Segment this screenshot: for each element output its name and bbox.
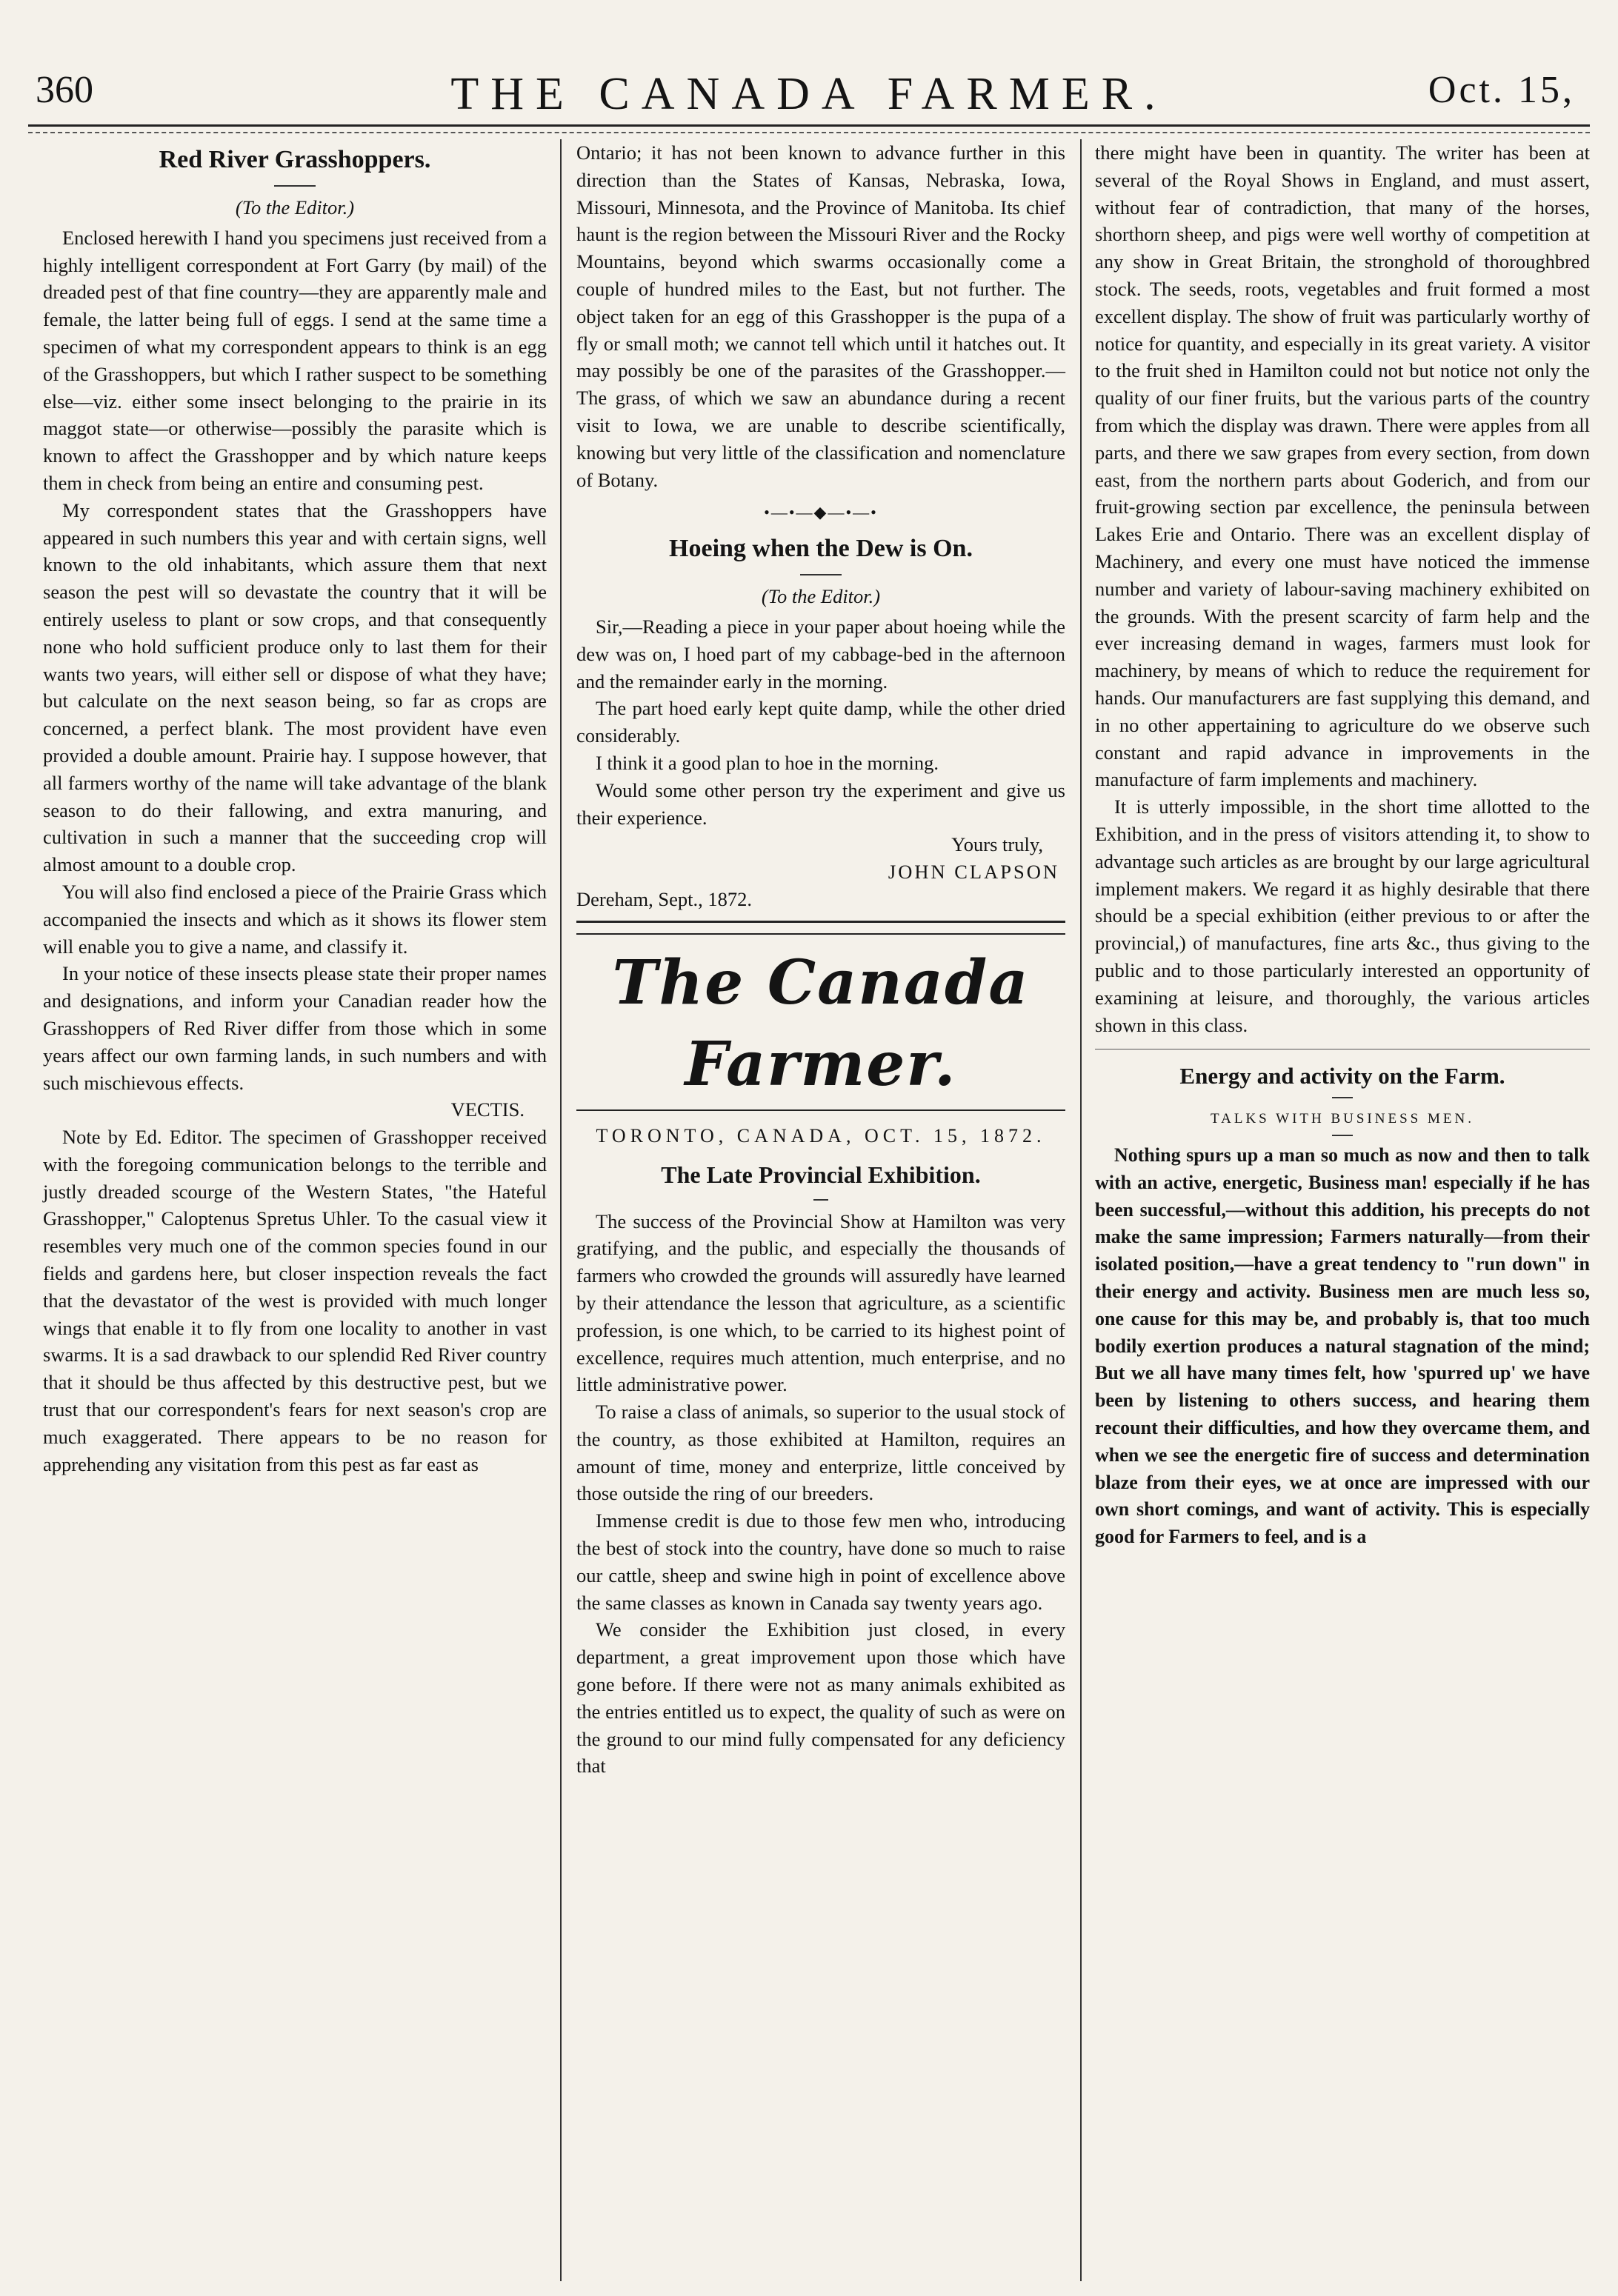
- section-rule: [576, 921, 1065, 923]
- heading-rule: [1332, 1097, 1353, 1098]
- columns: [28, 139, 1590, 2281]
- paragraph: Immense credit is due to those few men who, introducing the best of stock into the country, have done so much to raise our cattle, sheep and swine high in point of excellence above the same classes as known in Canada say twenty years ago.: [576, 1509, 1065, 1614]
- paragraph: We consider the Exhibition just closed, in every department, a great improvement upon those which have gone before. If there were not as many animals exhibited as the entries entitled us to expect, the quality of such as were on the ground to our mind fully compensated for any deficiency that: [576, 1618, 1065, 1778]
- paragraph: The success of the Provincial Show at Hamilton was very gratifying, and the public, and especially the thousands of farmers who crowded the grounds will assuredly have learned by their attendance the lesson that agriculture, as a scientific profession, is one which, to be carried to its highest point of excellence, requires much attention, much enterprise, and no little administrative power.: [576, 1209, 1065, 1396]
- note-label: Note by Ed. Editor.: [62, 1126, 223, 1149]
- paragraph: Enclosed herewith I hand you specimens just received from a highly intelligent correspondent at Fort Garry (by mail) of the dreaded pest of that fine country—they are apparently male and female, the latter being full of eggs. I send at the same time a specimen of what my correspondent appears to think is an egg of the Grasshoppers, but which I rather suspect to be something else—viz. either some insect belonging to the prairie in its maggot state—or otherwise—possibly the parasite which is known to affect the Grasshopper and by which nature keeps them in check from being an entire and consuming pest.: [43, 226, 547, 494]
- editorial-masthead: The Canada Farmer.: [576, 933, 1065, 1111]
- column-divider: [560, 139, 562, 2281]
- paragraph: In your notice of these insects please state their proper names and designations, and inform your Canadian reader how the Grasshoppers of Red River differ from those which in some years affect our own farming lands, in such numbers and with such mischievous effects.: [43, 962, 547, 1094]
- paragraph-continuation: there might have been in quantity. The writer has been at several of the Royal Shows in England, and must assert, without fear of contradiction, that many of the horses, shorthorn sheep, and pigs were well worthy of competition at any show in Great Britain, the stronghold of thoroughbred stock. The seeds, roots, vegetables and fruit formed a most excellent display. The show of fruit was particularly worthy of notice for quantity, and especially in its great variety. A visitor to the fruit shed in Hamilton could not but notice not only the quality of our finer fruits, but the various parts of the country from which the display was drawn. There were apples from all parts, and there we saw grapes from every section, from down east, from the northern parts about Goderich, and from our fruit-growing section par excellence, the peninsula between Lakes Erie and Ontario. There was an excellent display of Machinery, and every one must have noticed the immense number and variety of labour-saving machinery exhibited on the grounds. With the present scarcity of farm help and the ever increasing demand in wages, farmers must look for machinery, by means of which to reduce the requirement for hands. Our manufacturers are fast supplying this demand, and in no other appertaining to agriculture do we observe such constant and rapid advance in improvements in the manufacture of farm implements and machinery.: [1095, 141, 1590, 791]
- column-2: [576, 139, 1065, 2281]
- column-divider: [1080, 139, 1082, 2281]
- article-heading-hoeing: Hoeing when the Dew is On.: [669, 535, 973, 563]
- issue-date: Oct. 15,: [1428, 69, 1575, 111]
- letter-paragraph: Sir,—Reading a piece in your paper about hoeing while the dew was on, I hoed part of my cabbage-bed in the afternoon and the remainder early in the morning.: [576, 615, 1065, 693]
- note-text: The specimen of Grasshopper received with the foregoing communication belongs to the terrible and justly dreaded scourge of the Western States, "the Hateful Grasshopper," Caloptenus Spretus Uhler. To the casual view it resembles very much one of the common species found in our fields and gardens here, but closer inspection reveals the fact that the devastator of the west is provided with much longer wings that enable it to fly from one locality to another in vast swarms. It is a sad drawback to our splendid Red River country that it should be thus affected by this destructive pest, but we trust that our correspondent's fears for next season's crop are much exaggerated. There appears to be no reason for apprehending any visitation from this pest as far east as: [43, 1126, 547, 1475]
- section-ornament: •—•—◆—•—•: [764, 503, 878, 522]
- letter-paragraph: Would some other person try the experiment and give us their experience.: [576, 778, 1065, 829]
- heading-rule: [274, 185, 316, 187]
- editor-line: (To the Editor.): [235, 196, 355, 218]
- article-heading-grasshoppers: Red River Grasshoppers.: [159, 146, 431, 173]
- heading-rule: [813, 1199, 828, 1201]
- heading-rule: [800, 574, 842, 575]
- paragraph: Nothing spurs up a man so much as now and then to talk with an active, energetic, Business man! especially if he has been successful,—without this addition, his precepts do not make the same impression; Farmers naturally—from their isolated position,—have a great tendency to "run down" in their energy and activity. Business men are much less so, one cause for this may be, and probably is, that too much bodily exertion produces a natural stagnation of the mind; But we all have many times felt, how 'spurred up' we have been by listening to others success, and hearing them recount their difficulties, and how they overcame them, and when we see the energetic fire of success and determination blaze from their eyes, we at once are impressed with our own short comings, and want of activity. This is especially good for Farmers to feel, and is a: [1095, 1144, 1590, 1548]
- page-header: [28, 37, 1590, 119]
- article-heading-exhibition: The Late Provincial Exhibition.: [661, 1161, 981, 1188]
- letter-paragraph: The part hoed early kept quite damp, while the other dried considerably.: [576, 697, 1065, 747]
- letter-signature: JOHN CLAPSON: [888, 861, 1059, 884]
- editor-line: (To the Editor.): [761, 585, 881, 608]
- letter-paragraph: I think it a good plan to hoe in the morning.: [596, 751, 939, 774]
- heading-rule: [1332, 1135, 1353, 1136]
- letter-closing: Yours truly,: [951, 833, 1043, 856]
- paragraph: It is utterly impossible, in the short time allotted to the Exhibition, and in the press of visitors attending it, to show to advantage such articles as are brought by our large agricultural implement makers. We regard it as highly desirable that there should be a special exhibition (either previous to or after the provincial,) of manufactures, fine arts &c., thus giving to the public and to those particularly interested an opportunity of examining at leisure, and thoroughly, the various articles shown in this class.: [1095, 795, 1590, 1036]
- column-1: [43, 139, 547, 2281]
- page-number: 360: [36, 69, 93, 111]
- letter-location: Dereham, Sept., 1872.: [576, 887, 752, 910]
- signature: VECTIS.: [450, 1098, 525, 1121]
- editor-note: [43, 1124, 547, 1478]
- article-subtitle: TALKS WITH BUSINESS MEN.: [1211, 1111, 1474, 1127]
- article-heading-energy: Energy and activity on the Farm.: [1179, 1063, 1505, 1089]
- editorial-dateline: TORONTO, CANADA, OCT. 15, 1872.: [596, 1124, 1046, 1147]
- header-rule: [28, 124, 1590, 133]
- running-masthead: THE CANADA FARMER.: [450, 69, 1168, 119]
- paragraph-continuation: Ontario; it has not been known to advance further in this direction than the States of Kansas, Nebraska, Iowa, Missouri, Minnesota, and the Province of Manitoba. Its chief haunt is the region between the Missouri River and the Rocky Mountains, beyond which swarms occasionally come a couple of hundred miles to the East, but not further. The object taken for an egg of this Grasshopper is the pupa of a fly or small moth; we cannot tell which until it hatches out. It may possibly be one of the parasites of the Grasshopper.—The grass, of which we saw an abundance during a recent visit to Iowa, we are unable to describe scientifically, knowing but very little of the classification and nomenclature of Botany.: [576, 141, 1065, 491]
- paragraph: My correspondent states that the Grasshoppers have appeared in such numbers this year and with certain signs, well known to the old inhabitants, which assure them that next season the pest will so devastate the country that it will be entirely useless to plant or sow crops, and that consequently none who hold sufficient produce only to last them for their wants two years, will either sell or dispose of what they have; but calculate on the next season being, so far as crops are concerned, a perfect blank. The most provident have even provided a double amount. Prairie hay. I suppose however, that all farmers worthy of the name will take advantage of the blank season to do their fallowing, and extra manuring, and cultivation in such a manner that the succeeding crop will almost amount to a double crop.: [43, 498, 547, 876]
- column-3: [1095, 139, 1590, 2281]
- paragraph: You will also find enclosed a piece of the Prairie Grass which accompanied the insects and which as it shows its flower stem will enable you to give a name, and classify it.: [43, 880, 547, 958]
- paragraph: To raise a class of animals, so superior to the usual stock of the country, as those exhibited at Hamilton, requires an amount of time, money and enterprize, little conceived by those outside the ring of our breeders.: [576, 1401, 1065, 1505]
